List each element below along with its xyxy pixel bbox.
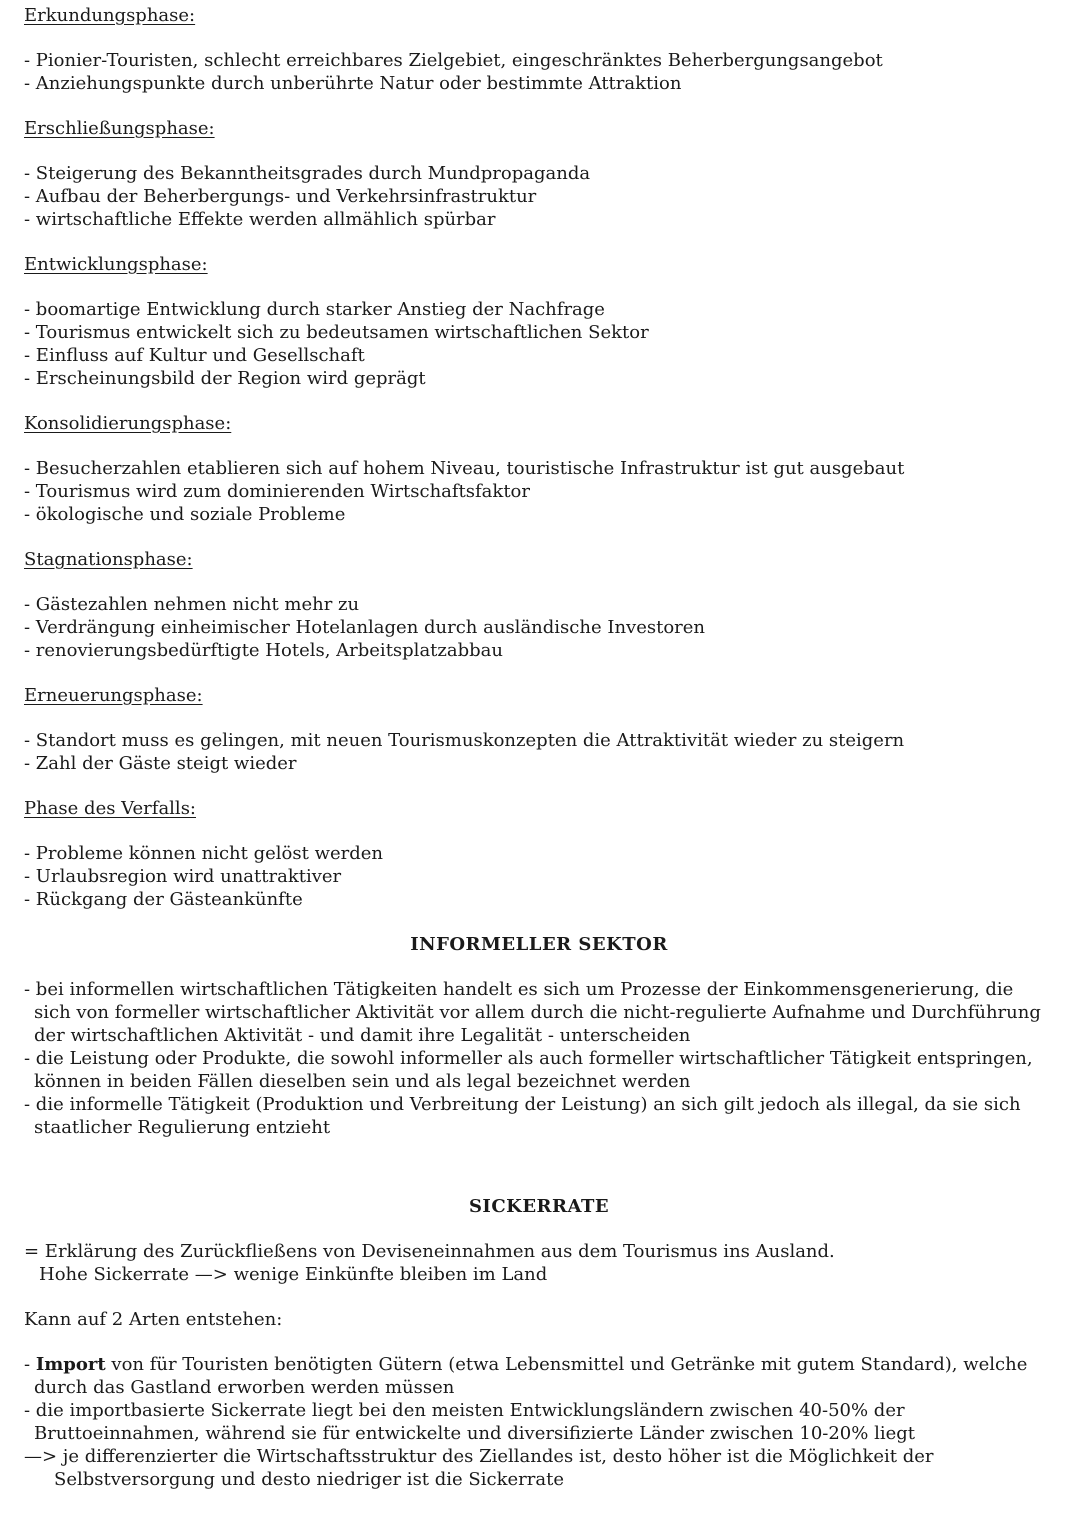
intro-text: Kann auf 2 Arten entstehen:: [24, 1309, 283, 1330]
list-item: - Besucherzahlen etablieren sich auf hohem Niveau, touristische Infrastruktur ist gut ausgebaut: [24, 458, 905, 479]
phase-heading: Erschließungsphase:: [24, 118, 215, 139]
phase-list: [24, 162, 1054, 231]
list-item: - Steigerung des Bekanntheitsgrades durch Mundpropaganda: [24, 163, 591, 184]
list-item: - Tourismus entwickelt sich zu bedeutsamen wirtschaftlichen Sektor: [24, 322, 649, 343]
list-item: - Anziehungspunkte durch unberührte Natur oder bestimmte Attraktion: [24, 73, 682, 94]
import-prefix: -: [24, 1354, 36, 1375]
section-title: SICKERRATE: [468, 1196, 610, 1217]
list-item: - Zahl der Gäste steigt wieder: [24, 753, 297, 774]
phase-heading: Erkundungsphase:: [24, 5, 196, 26]
list-item: - Rückgang der Gästeankünfte: [24, 889, 303, 910]
list-item: - Urlaubsregion wird unattraktiver: [24, 866, 342, 887]
list-item: - Standort muss es gelingen, mit neuen Tourismuskonzepten die Attraktivität wieder zu steigern: [24, 730, 905, 751]
phase-stagnation: [24, 548, 1054, 684]
list-item: - Pionier-Touristen, schlecht erreichbares Zielgebiet, eingeschränktes Beherbergungsangebot: [24, 50, 883, 71]
list-item: - Probleme können nicht gelöst werden: [24, 843, 383, 864]
phase-list: [24, 729, 1054, 775]
list-item: - ökologische und soziale Probleme: [24, 504, 346, 525]
list-item: - Verdrängung einheimischer Hotelanlagen durch ausländische Investoren: [24, 617, 706, 638]
list-item: - Gästezahlen nehmen nicht mehr zu: [24, 594, 360, 615]
section-title: INFORMELLER SEKTOR: [410, 934, 668, 955]
phase-list: [24, 457, 1054, 526]
phase-heading: Entwicklungsphase:: [24, 254, 208, 275]
list-item: - die informelle Tätigkeit (Produktion und Verbreitung der Leistung) an sich gilt jedoch als illegal, da sie sich staatlicher Regulierung entzieht: [24, 1094, 1021, 1138]
list-item: - boomartige Entwicklung durch starker Anstieg der Nachfrage: [24, 299, 605, 320]
document-page: [24, 4, 1054, 1491]
phase-entwicklung: [24, 253, 1054, 412]
import-text: von für Touristen benötigten Gütern (etwa Lebensmittel und Getränke mit gutem Standard), welche durch das Gastland erworben werden müssen: [34, 1354, 1028, 1398]
phase-konsolidierung: [24, 412, 1054, 548]
list-item: - Einfluss auf Kultur und Gesellschaft: [24, 345, 365, 366]
section-sickerrate: [24, 1195, 1054, 1491]
section-informeller-sektor: [24, 933, 1054, 1195]
phase-heading: Erneuerungsphase:: [24, 685, 203, 706]
phase-erkundung: [24, 4, 1054, 117]
phase-verfall: [24, 797, 1054, 933]
conclusion-item: —> je differenzierter die Wirtschaftsstruktur des Ziellandes ist, desto höher ist die Möglichkeit der Selbstversorgung und desto niedriger ist die Sickerrate: [24, 1446, 934, 1490]
list-item-import: [24, 1353, 1054, 1399]
list-item: - die importbasierte Sickerrate liegt bei den meisten Entwicklungsländern zwischen 40-50% der Bruttoeinnahmen, während sie für entwickelte und diversifizierte Länder zwischen 10-20% liegt: [24, 1400, 916, 1444]
list-item: - renovierungsbedürftigte Hotels, Arbeitsplatzabbau: [24, 640, 503, 661]
phase-heading: Konsolidierungsphase:: [24, 413, 232, 434]
list-item: - die Leistung oder Produkte, die sowohl informeller als auch formeller wirtschaftlicher Tätigkeit entspringen, können in beiden Fällen dieselben sein und als legal bezeichnet werden: [24, 1048, 1033, 1092]
phase-list: [24, 49, 1054, 95]
list-item: - bei informellen wirtschaftlichen Tätigkeiten handelt es sich um Prozesse der Einkommensgenerierung, die sich von formeller wirtschaftlicher Aktivität vor allem durch die nicht-regulierte Aufnahme und Durchführung der wirtschaftlichen Aktivität - und damit ihre Legalität - unterscheiden: [24, 979, 1041, 1046]
phase-erschliessung: [24, 117, 1054, 253]
phase-list: [24, 593, 1054, 662]
informeller-list: [24, 978, 1054, 1139]
phase-heading: Phase des Verfalls:: [24, 798, 196, 819]
list-item: - Tourismus wird zum dominierenden Wirtschaftsfaktor: [24, 481, 530, 502]
phase-erneuerung: [24, 684, 1054, 797]
definition-line-2: Hohe Sickerrate —> wenige Einkünfte bleiben im Land: [39, 1264, 548, 1285]
import-keyword: Import: [35, 1354, 106, 1375]
definition-line: = Erklärung des Zurückfließens von Deviseneinnahmen aus dem Tourismus ins Ausland.: [24, 1241, 835, 1262]
list-item: - Aufbau der Beherbergungs- und Verkehrsinfrastruktur: [24, 186, 537, 207]
phase-list: [24, 842, 1054, 911]
list-item: - wirtschaftliche Effekte werden allmählich spürbar: [24, 209, 496, 230]
phase-heading: Stagnationsphase:: [24, 549, 193, 570]
list-item: - Erscheinungsbild der Region wird geprägt: [24, 368, 426, 389]
phase-list: [24, 298, 1054, 390]
sickerrate-list: [24, 1353, 1054, 1491]
